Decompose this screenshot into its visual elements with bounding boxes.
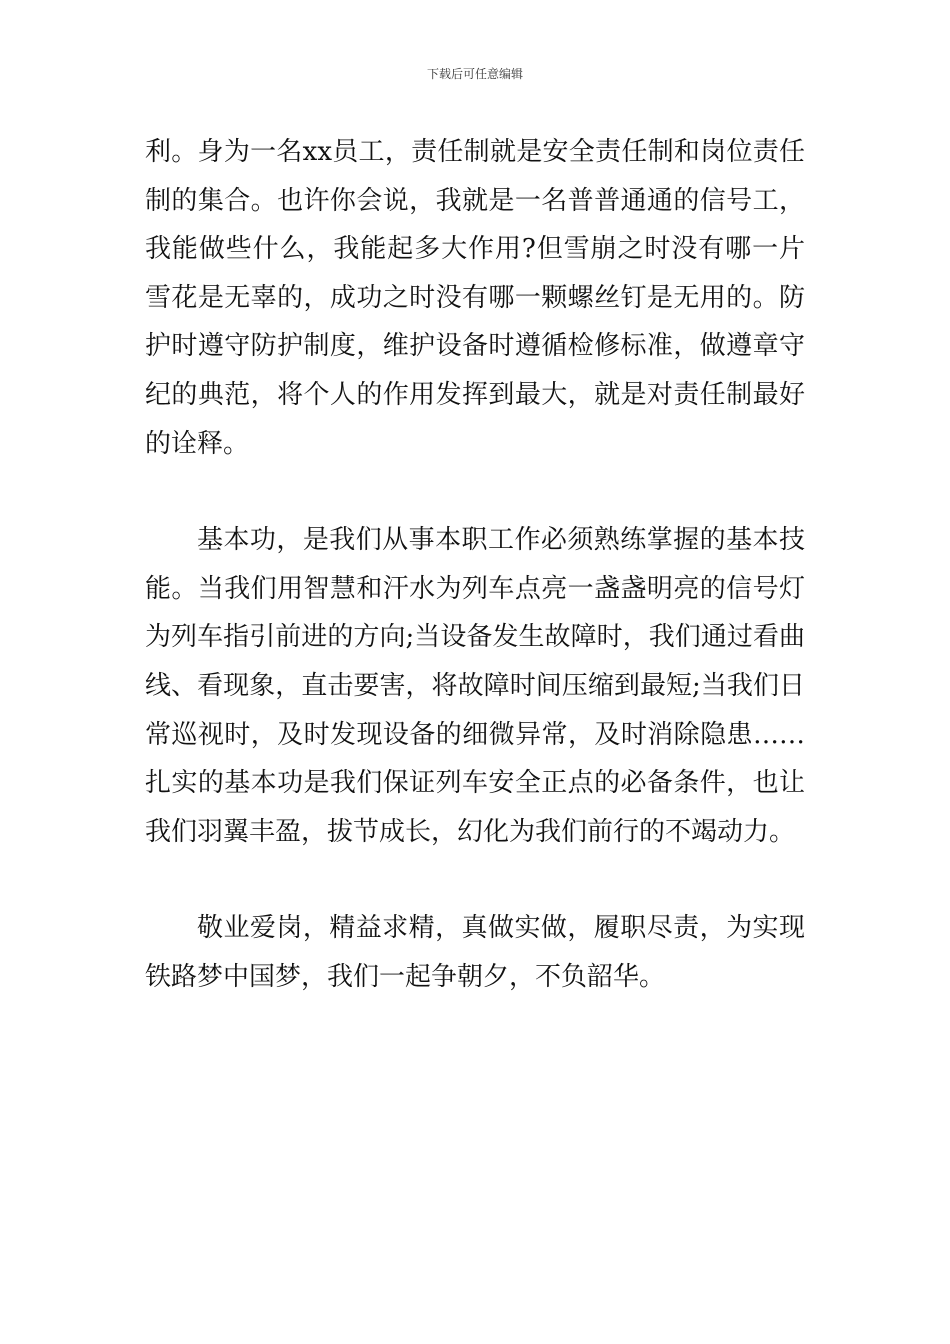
paragraph-responsibility: 利。身为一名xx员工，责任制就是安全责任制和岗位责任制的集合。也许你会说，我就是一名普普通通的信号工，我能做些什么，我能起多大作用?但雪崩之时没有哪一片雪花是无辜的，成功之时没有哪一颗螺丝钉是无用的。防护时遵守防护制度，维护设备时遵循检修标准，做遵章守纪的典范，将个人的作用发挥到最大，就是对责任制最好的诠释。 [145, 137, 805, 459]
paragraph-conclusion: 敬业爱岗，精益求精，真做实做，履职尽责，为实现铁路梦中国梦，我们一起争朝夕，不负韶华。 [145, 913, 805, 992]
paragraph-spacer [145, 856, 805, 904]
paragraph-spacer [145, 468, 805, 516]
header-note: 下载后可任意编辑 [426, 67, 523, 81]
paragraph-basic-skills: 基本功，是我们从事本职工作必须熟练掌握的基本技能。当我们用智慧和汗水为列车点亮一盏盏明亮的信号灯为列车指引前进的方向;当设备发生故障时，我们通过看曲线、看现象，直击要害，将故障时间压缩到最短;当我们日常巡视时，及时发现设备的细微异常，及时消除隐患……扎实的基本功是我们保证列车安全正点的必备条件，也让我们羽翼丰盈，拔节成长，幻化为我们前行的不竭动力。 [145, 525, 805, 847]
document-body [145, 128, 805, 1002]
